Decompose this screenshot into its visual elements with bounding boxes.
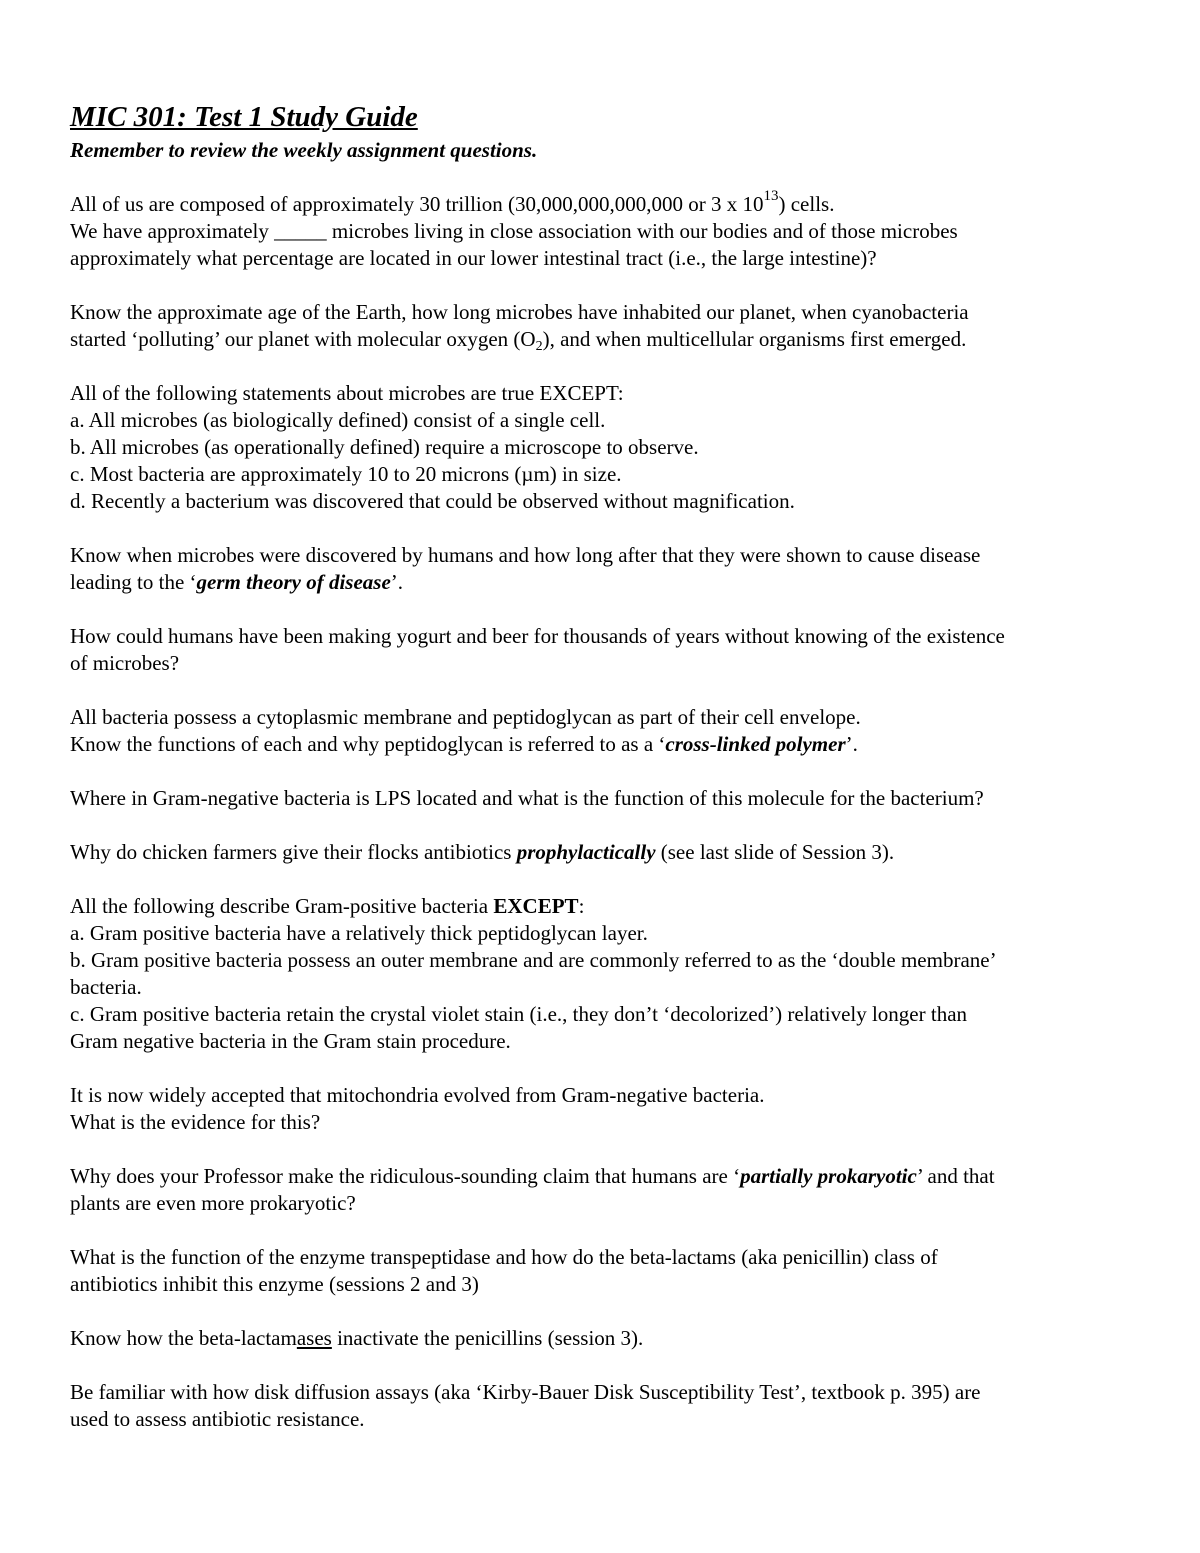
q2-text-a: started ‘polluting’ our planet with molecular oxygen (O [70,327,536,351]
q8-emphasis: prophylactically [516,840,656,864]
q6-text-a: Know the functions of each and why peptidoglycan is referred to as a ‘ [70,732,666,756]
q6-emphasis: cross-linked polymer [665,732,846,756]
q6-line-2 [70,731,1140,758]
q8-text-a: Why do chicken farmers give their flocks antibiotics [70,840,517,864]
q13-text-a: Know how the beta-lactam [70,1326,297,1350]
q4-line-1: Know when microbes were discovered by humans and how long after that they were shown to cause disease [70,543,981,567]
q9-option-b-2: bacteria. [70,975,142,999]
q1-line-1 [70,188,1140,218]
q4-line-2 [70,569,1140,596]
q14-line-1: Be familiar with how disk diffusion assays (aka ‘Kirby-Bauer Disk Susceptibility Test’, textbook p. 395) are [70,1380,981,1404]
q11-line-2: plants are even more prokaryotic? [70,1191,356,1215]
q13-text-b: inactivate the penicillins (session 3). [331,1326,644,1350]
q8-line-1 [70,839,1140,866]
q1-text-a: All of us are composed of approximately 30 trillion (30,000,000,000,000 or 3 x 10 [70,192,764,216]
q9-stem-colon: : [578,894,585,918]
q9-except: EXCEPT [493,894,579,918]
q1-text-b: ) cells. [778,192,835,216]
q10-line-1: It is now widely accepted that mitochondria evolved from Gram-negative bacteria. [70,1083,765,1107]
q5-line-1: How could humans have been making yogurt and beer for thousands of years without knowing of the existence [70,624,1005,648]
q2-line-1: Know the approximate age of the Earth, how long microbes have inhabited our planet, when cyanobacteria [70,300,969,324]
q2-line-2 [70,326,1140,353]
q3-stem: All of the following statements about microbes are true EXCEPT: [70,381,624,405]
q5-line-2: of microbes? [70,651,180,675]
q4-text-b: ’. [390,570,404,594]
q4-emphasis: germ theory of disease [196,570,391,594]
q3-option-a: a. All microbes (as biologically defined) consist of a single cell. [70,408,606,432]
q9-option-a: a. Gram positive bacteria have a relatively thick peptidoglycan layer. [70,921,648,945]
q3-option-d: d. Recently a bacterium was discovered that could be observed without magnification. [70,489,795,513]
q6-text-b: ’. [845,732,858,756]
q9-stem-text: All the following describe Gram-positive bacteria [70,894,494,918]
q11-line-1 [70,1163,1140,1190]
q6-line-1: All bacteria possess a cytoplasmic membrane and peptidoglycan as part of their cell envelope. [70,705,861,729]
q1-line-3: approximately what percentage are located in our lower intestinal tract (i.e., the large intestine)? [70,246,877,270]
q14-line-2: used to assess antibiotic resistance. [70,1407,365,1431]
q10-line-2: What is the evidence for this? [70,1110,321,1134]
page-subtitle: Remember to review the weekly assignment questions. [70,138,538,162]
page-title: MIC 301: Test 1 Study Guide [70,101,418,133]
study-guide-page [70,98,1140,1433]
q11-emphasis: partially prokaryotic [740,1164,917,1188]
q4-text-a: leading to the ‘ [70,570,197,594]
q13-underline: ases [296,1326,332,1350]
q11-text-b: ’ and that [916,1164,995,1188]
q1-exponent: 13 [763,188,779,204]
q7-line-1: Where in Gram-negative bacteria is LPS located and what is the function of this molecule for the bacterium? [70,786,984,810]
q2-text-b: ), and when multicellular organisms first emerged. [542,327,967,351]
q12-line-1: What is the function of the enzyme transpeptidase and how do the beta-lactams (aka penicillin) class of [70,1245,938,1269]
q1-line-2: We have approximately _____ microbes living in close association with our bodies and of those microbes [70,219,958,243]
q11-text-a: Why does your Professor make the ridiculous-sounding claim that humans are ‘ [70,1164,741,1188]
q3-option-b: b. All microbes (as operationally defined) require a microscope to observe. [70,435,699,459]
q2-subscript: 2 [535,339,543,354]
q9-stem [70,893,1140,920]
q3-option-c: c. Most bacteria are approximately 10 to 20 microns (µm) in size. [70,462,622,486]
q9-option-b-1: b. Gram positive bacteria possess an outer membrane and are commonly referred to as the ‘double membrane’ [70,948,997,972]
q9-option-c-2: Gram negative bacteria in the Gram stain procedure. [70,1029,511,1053]
q8-text-b: (see last slide of Session 3). [655,840,895,864]
q9-option-c-1: c. Gram positive bacteria retain the crystal violet stain (i.e., they don’t ‘decolorized’) relatively longer than [70,1002,968,1026]
q13-line-1 [70,1325,1140,1352]
q12-line-2: antibiotics inhibit this enzyme (sessions 2 and 3) [70,1272,479,1296]
